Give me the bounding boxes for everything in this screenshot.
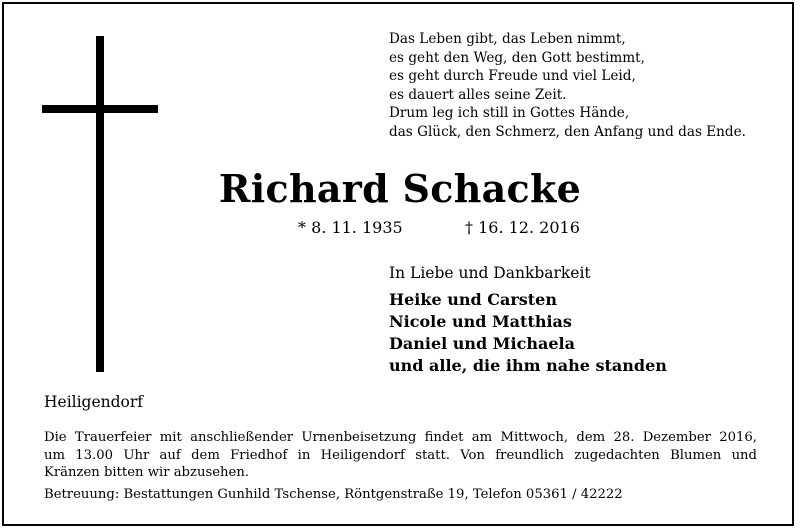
death-date: † 16. 12. 2016 — [465, 218, 580, 237]
poem-line: es geht durch Freude und viel Leid, — [389, 68, 636, 84]
undertaker-info: Betreuung: Bestattungen Gunhild Tschense, Röntgenstraße 19, Telefon 05361 / 42222 — [44, 487, 623, 502]
dedication-text: In Liebe und Dankbarkeit — [389, 264, 591, 282]
poem-line: Drum leg ich still in Gottes Hände, — [389, 105, 630, 121]
notice-line: Kränzen bitten wir abzusehen. — [44, 465, 249, 480]
mourner-name: Nicole und Matthias — [389, 312, 572, 331]
deceased-name: Richard Schacke — [218, 166, 582, 211]
notice-line: um 13.00 Uhr auf dem Friedhof in Heiligendorf statt. Von freundlich zugedachten Blumen und — [44, 447, 757, 463]
poem-line: es geht den Weg, den Gott bestimmt, — [389, 49, 645, 66]
mourners-list — [389, 289, 667, 377]
mourner-name: und alle, die ihm nahe standen — [389, 356, 667, 375]
birth-date: * 8. 11. 1935 — [298, 218, 403, 237]
notice-line: Die Trauerfeier mit anschließender Urnenbeisetzung findet am Mittwoch, dem 28. Dezember 2016, — [44, 430, 757, 445]
poem-line: Das Leben gibt, das Leben nimmt, — [389, 31, 626, 47]
poem-line: das Glück, den Schmerz, den Anfang und das Ende. — [389, 123, 746, 140]
funeral-notice — [44, 429, 757, 482]
poem — [389, 30, 746, 141]
place-name: Heiligendorf — [44, 393, 144, 411]
poem-line: es dauert alles seine Zeit. — [389, 86, 567, 103]
mourner-name: Daniel und Michaela — [389, 334, 575, 353]
cross-icon-bar — [42, 105, 158, 113]
mourner-name: Heike und Carsten — [389, 290, 557, 309]
